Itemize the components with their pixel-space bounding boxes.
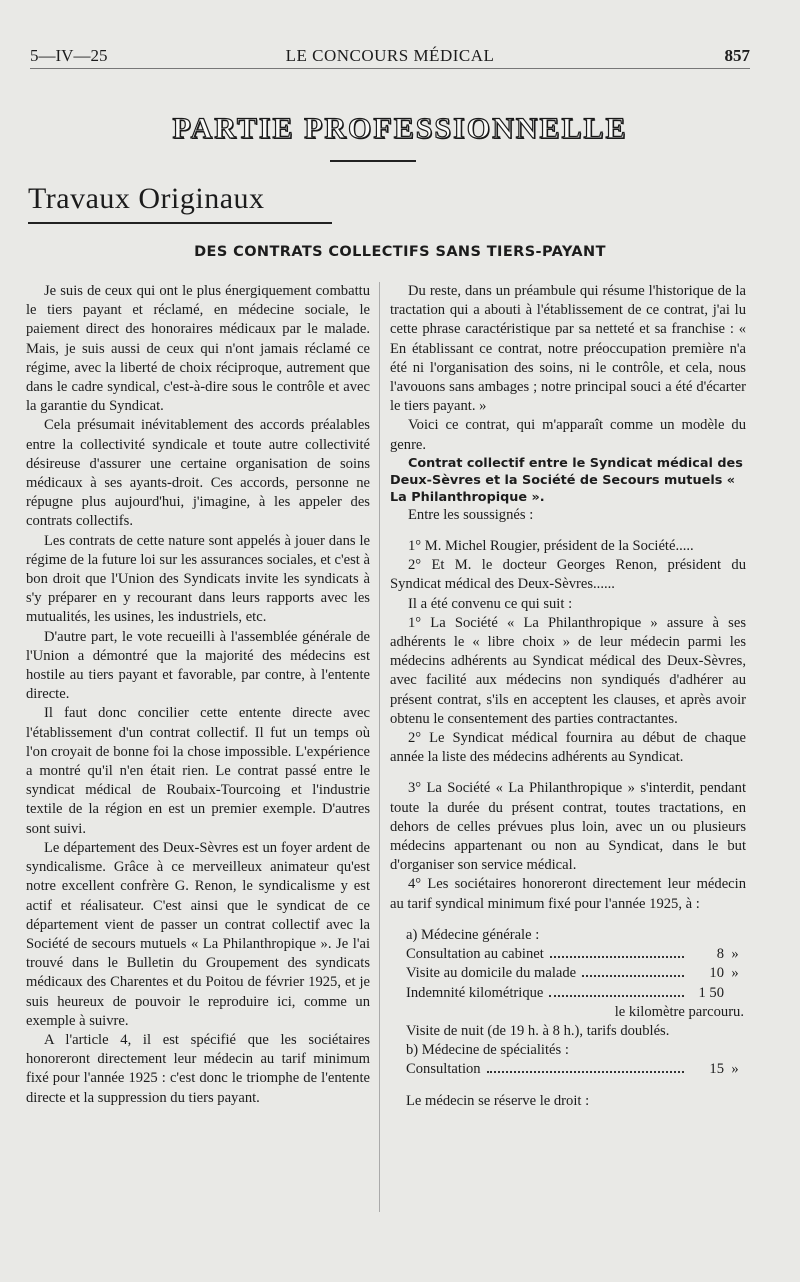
fee-value: 15 [709,1061,724,1078]
article-title: DES CONTRATS COLLECTIFS SANS TIERS-PAYANT [194,244,606,260]
running-header [30,46,750,69]
leader-dots [550,956,684,958]
paragraph: A l'article 4, il est spécifié que les sociétaires honoreront directement leur médecin au tarif minimum fixé pour l'année 1925 : c'est donc le triomphe de l'entente directe et la suppression du tiers payant. [26,1031,370,1106]
fee-unit: » [731,1061,739,1078]
paragraph: Voici ce contrat, qui m'apparaît comme un modèle du genre. [390,417,746,453]
paragraph: Je suis de ceux qui ont le plus énergiquement combattu le tiers payant et réclamé, en médecine sociale, le paiement direct des honoraires médicaux par le malade. Mais, je suis aussi de ceux qui n'ont jamais réclamé ce régime, avec la liberté de choix réciproque, autrement que dans le cadre syndical, c'est-à-dire sous le contrôle et avec la garantie du Syndicat. [26,283,370,415]
fee-row [390,984,746,1003]
fee-value: 10 [709,965,724,982]
paragraph: Du reste, dans un préambule qui résume l'historique de la tractation qui a abouti à l'établissement de ce contrat, j'ai lu cette phrase caractéristique par sa netteté et sa franchise : « En établissant ce contrat, notre préoccupation première n'a été ni l'organisation des soins, ni le contrôle, et cela, nous l'avouons sans ambages ; notre principal souci a été d'écarter le tiers payant. » [390,283,746,415]
km-note: le kilomètre parcouru. [614,1003,744,1020]
clause: 4° Les sociétaires honoreront directement leur médecin au tarif syndical minimum fixé pour l'année 1925, à : [390,876,746,912]
clause: 3° La Société « La Philanthropique » s'interdit, pendant toute la durée du présent contrat, toutes tractations, en dehors de celles prévues plus loin, avec un ou plusieurs médecins appartenant ou non au Syndicat, dans le but d'organiser son service médical. [390,780,746,874]
paragraph: Les contrats de cette nature sont appelés à jouer dans le régime de la future loi sur les assurances sociales, et c'est à bon droit que l'Union des Syndicats invite les syndicats à s'y préparer en y recourant dans leurs rapports avec les mutualités, les usines, les industriels, etc. [26,532,370,626]
clause: Entre les soussignés : [408,506,534,523]
clause: 1° La Société « La Philanthropique » assure à ses adhérents le « libre choix » de leur médecin parmi les médecins adhérents au Syndicat médical des Deux-Sèvres, avec facilité aux médecins non syndiqués d'adhérer au présent contrat, s'ils en acceptent les clauses, et après avoir obtenu le consentement des parties contractantes. [390,614,746,727]
clause: 1° M. Michel Rougier, président de la Société..... [408,538,694,555]
fee-unit: » [731,965,739,982]
reserve-line: Le médecin se réserve le droit : [406,1092,590,1109]
title-rule [330,160,416,162]
subsection-title: Travaux Originaux [28,182,265,215]
fee-row [390,945,746,964]
leader-dots [487,1071,684,1073]
paragraph: D'autre part, le vote recueilli à l'assemblée générale de l'Union a démontré que la majorité des médecins est hostile au tiers payant et favorable, par contre, à l'entente directe. [26,628,370,703]
fee-label: Visite au domicile du malade [406,965,577,982]
clause: 2° Le Syndicat médical fournira au début de chaque année la liste des médecins adhérents au Syndicat. [390,730,746,766]
section-title: PARTIE PROFESSIONNELLE [172,112,628,145]
fee-value: 1 50 [698,984,724,1001]
fee-label: Indemnité kilométrique [406,984,544,1001]
left-column [26,282,370,1108]
paragraph: Le département des Deux-Sèvres est un foyer ardent de syndicalisme. Grâce à ce merveilleux animateur qu'est notre excellent confrère G. Renon, le syndicalisme y est actif et réalisateur. C'est ainsi que le syndicat de ce département vient de passer un contrat collectif avec la Société de secours mutuels « La Philanthropique ». Je l'ai trouvé dans le Bulletin du Groupement des syndicats médicaux des Charentes et du Poitou de février 1925, et je suis heureux de pouvoir le reproduire ici, comme un exemple à suivre. [26,839,370,1029]
column-divider [379,282,380,1212]
header-page-number: 857 [724,46,750,65]
header-date: 5—IV—25 [30,46,108,65]
fee-row [390,964,746,983]
leader-dots [549,995,684,997]
paragraph: Il faut donc concilier cette entente directe avec l'établissement d'un contrat collectif. Il fut un temps où l'on croyait de bonne foi la chose impossible. L'expérience a montré qu'il n'en était rien. Le contrat passé entre le syndicat médical de Roubaix-Tourcoing et l'industrie textile de la région en est un premier exemple. D'autres sont suivi. [26,705,370,837]
fee-unit: » [731,946,739,963]
paragraph: Cela présumait inévitablement des accords préalables entre la collectivité syndicale et toute autre collectivité désireuse d'assurer une certaine organisation de soins médicaux à ses ayants-droit. Ces accords, personne ne répugne plus aujourd'hui, j'imagine, à les appeler des contrats collectifs. [26,417,370,530]
leader-dots [582,975,684,977]
right-column [390,282,746,1111]
fee-row [390,1060,746,1079]
contract-heading: Contrat collectif entre le Syndicat médical des Deux-Sèvres et la Société de Secours mutuels « La Philanthropique ». [390,455,743,505]
header-journal-name: LE CONCOURS MÉDICAL [285,46,495,65]
fee-value: 8 [716,946,724,963]
clause: 2° Et M. le docteur Georges Renon, président du Syndicat médical des Deux-Sèvres...... [390,557,746,593]
fee-label: Consultation [406,1061,481,1078]
night-visit: Visite de nuit (de 19 h. à 8 h.), tarifs doublés. [406,1022,670,1039]
fee-label: Consultation au cabinet [406,946,544,963]
subsection-rule [28,222,332,224]
specialist-label: b) Médecine de spécialités : [406,1042,569,1059]
clause: Il a été convenu ce qui suit : [408,595,573,612]
general-medicine-label: a) Médecine générale : [406,926,540,943]
